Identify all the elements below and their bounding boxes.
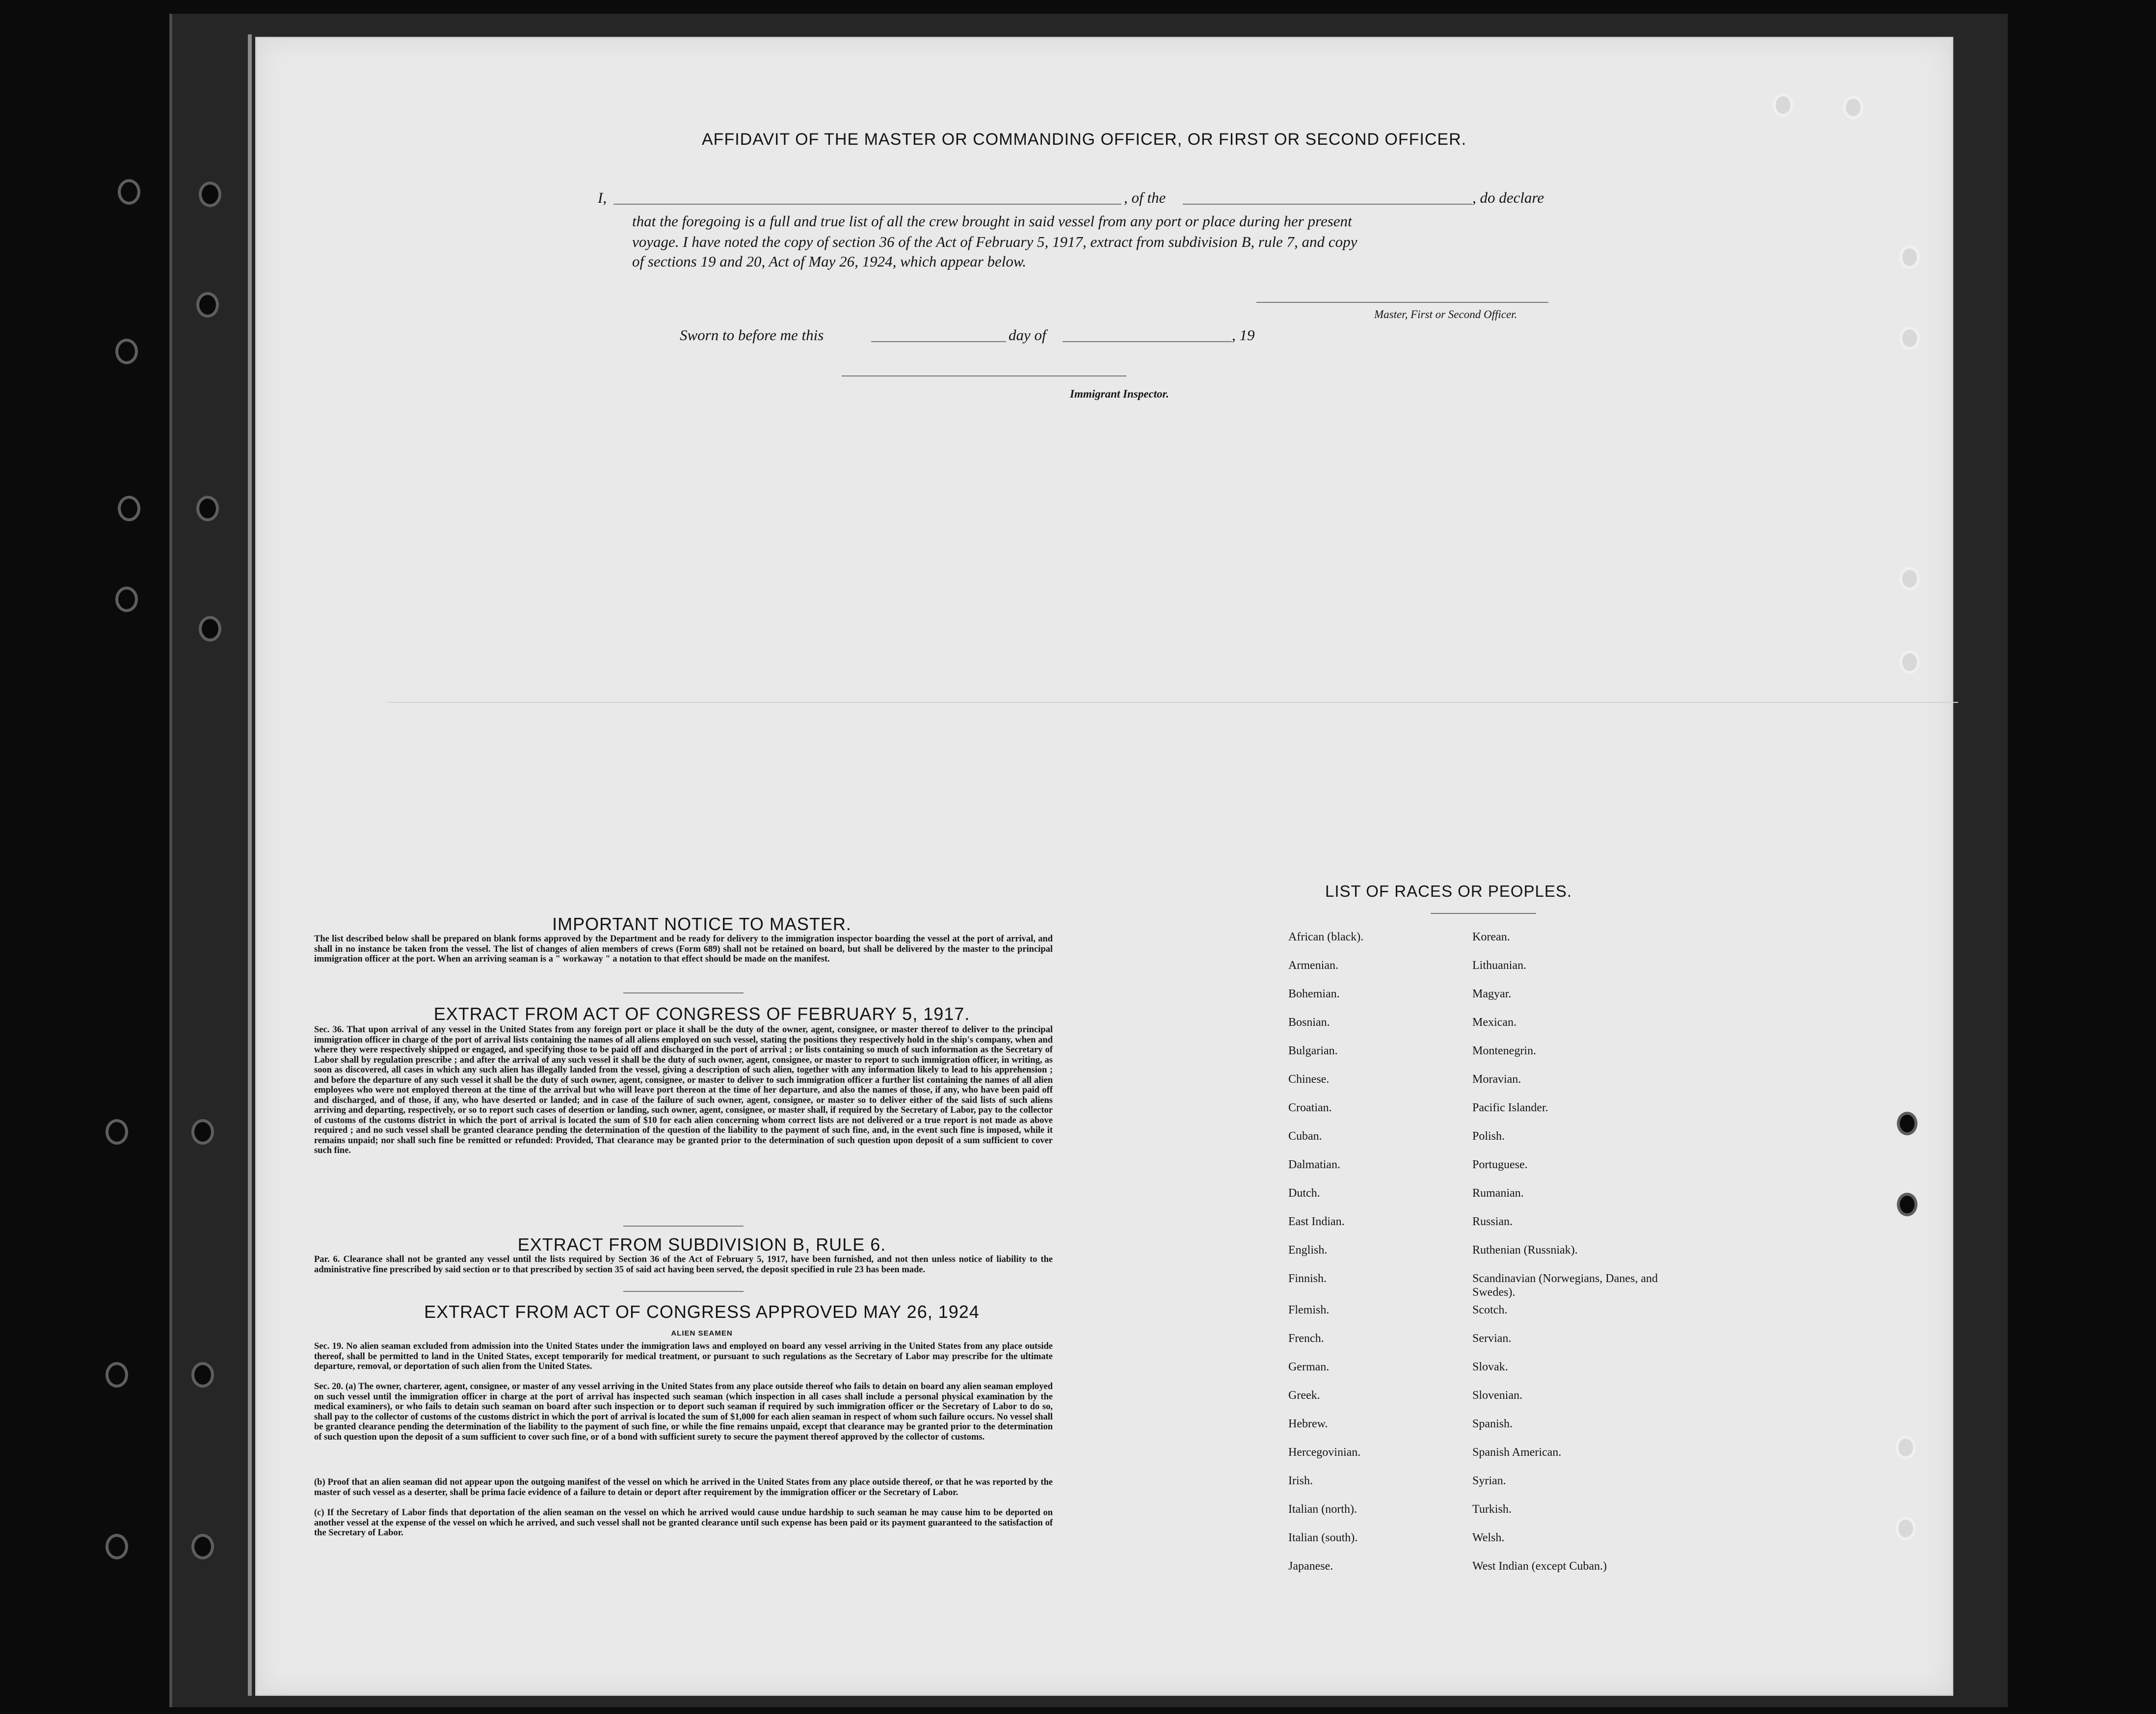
race-item: Ruthenian (Russniak). xyxy=(1472,1244,1578,1257)
race-item: Servian. xyxy=(1472,1332,1512,1345)
master-name-line[interactable] xyxy=(613,204,1121,205)
race-item: Montenegrin. xyxy=(1472,1044,1536,1057)
binder-hole-icon xyxy=(199,182,221,207)
rule-divider xyxy=(623,1226,744,1227)
inspector-signature-line[interactable] xyxy=(842,375,1126,376)
binder-hole-icon xyxy=(191,1534,214,1559)
binder-hole-icon xyxy=(106,1534,128,1559)
affidavit-text-line-1: that the foregoing is a full and true list of all the crew brought in said vessel from any port or place during her present xyxy=(632,213,1352,230)
race-item: Mexican. xyxy=(1472,1016,1517,1029)
vessel-name-line[interactable] xyxy=(1183,204,1472,205)
race-item: Portuguese. xyxy=(1472,1158,1528,1171)
affidavit-title: AFFIDAVIT OF THE MASTER OR COMMANDING OFFICER, OR FIRST OR SECOND OFFICER. xyxy=(702,130,1467,149)
notice-title: IMPORTANT NOTICE TO MASTER. xyxy=(552,914,852,934)
race-item: Irish. xyxy=(1288,1474,1313,1487)
race-item: Slovenian. xyxy=(1472,1389,1522,1402)
sheet-hole-icon xyxy=(1899,245,1920,269)
sheet-punched-hole-icon xyxy=(1897,1112,1917,1135)
rule-divider xyxy=(623,1291,744,1292)
sheet-hole-icon xyxy=(1899,567,1920,590)
extract-1924-sec20a: Sec. 20. (a) The owner, charterer, agent, consignee, or master of any vessel arriving in the United States from any place outside thereof who fails to detain on board any alien seaman employed on such vessel until the immigration officer in charge at the port of arrival has inspected such seaman (which inspection in all cases shall include a personal physical examination by the medical examiners), or who fails to detain such seaman on board after such inspection or to deport such seaman if required by such immigration officer or the Secretary of Labor to do so, shall pay to the collector of customs of the customs district in which the port of arrival is located the sum of $1,000 for each alien seaman in respect of whom such failure occurs. No vessel shall be granted clearance pending the determination of the liability to the payment of such fine, or while the fine remains unpaid, except that clearance may be granted prior to the determination of such question upon the deposit of a sum sufficient to cover such fine, or of a bond with sufficient surety to secure the payment thereof approved by the collector of customs. xyxy=(314,1382,1053,1442)
alien-seamen-subtitle: ALIEN SEAMEN xyxy=(671,1329,733,1338)
races-title: LIST OF RACES OR PEOPLES. xyxy=(1325,882,1572,900)
affidavit-text-line-3: of sections 19 and 20, Act of May 26, 1924, which appear below. xyxy=(632,253,1027,270)
sheet-edge xyxy=(248,34,252,1696)
race-item: East Indian. xyxy=(1288,1215,1345,1228)
sworn-month-line[interactable] xyxy=(1063,341,1232,342)
notice-text: The list described below shall be prepared on blank forms approved by the Department and be ready for delivery to the immigration inspector boarding the vessel at the port of arrival, and shall in no instance be taken from the vessel. The list of changes of alien members of crews (Form 689) shall not be retained on board, but shall be delivered by the master to the principal immigration officer at the port. When an arriving seaman is a " workaway " a notation to that effect should be made on the manifest. xyxy=(314,934,1053,964)
sheet-hole-icon xyxy=(1843,96,1863,119)
binder-hole-icon xyxy=(106,1362,128,1388)
race-item: Dutch. xyxy=(1288,1187,1320,1200)
extract-1917-title: EXTRACT FROM ACT OF CONGRESS OF FEBRUARY 5, 1917. xyxy=(433,1004,970,1024)
race-item: French. xyxy=(1288,1332,1324,1345)
race-item: Japanese. xyxy=(1288,1560,1333,1573)
race-item: Bosnian. xyxy=(1288,1016,1330,1029)
race-item: Chinese. xyxy=(1288,1073,1330,1086)
race-item: Rumanian. xyxy=(1472,1187,1524,1200)
binder-hole-icon xyxy=(196,496,219,521)
binder-hole-icon xyxy=(191,1119,214,1145)
race-item: Hebrew. xyxy=(1288,1418,1328,1430)
race-item: Korean. xyxy=(1472,931,1510,943)
extract-rule6-title: EXTRACT FROM SUBDIVISION B, RULE 6. xyxy=(517,1234,886,1255)
extract-1924-sec20c: (c) If the Secretary of Labor finds that deportation of the alien seaman on the vessel on which he arrived would cause undue hardship to such seaman he may cause him to be deported on another vessel at the expense of the vessel on which he arrived, and such vessel shall not be granted clearance until such expense has been paid or its payment guaranteed to the satisfaction of the Secretary of Labor. xyxy=(314,1508,1053,1538)
race-item: Armenian. xyxy=(1288,959,1338,972)
sheet-hole-icon xyxy=(1895,1436,1916,1459)
race-item: Slovak. xyxy=(1472,1361,1508,1373)
sheet-hole-icon xyxy=(1899,650,1920,674)
race-item: Italian (south). xyxy=(1288,1531,1358,1544)
race-item: Bohemian. xyxy=(1288,988,1340,1000)
binder-hole-icon xyxy=(115,339,138,364)
section-divider xyxy=(388,702,1958,703)
affidavit-i-label: I, xyxy=(598,189,607,206)
binder-hole-icon xyxy=(191,1362,214,1388)
master-signature-line[interactable] xyxy=(1256,302,1548,303)
race-item: African (black). xyxy=(1288,931,1364,943)
race-item: Syrian. xyxy=(1472,1474,1506,1487)
extract-1917-text: Sec. 36. That upon arrival of any vessel in the United States from any foreign port or place it shall be the duty of the owner, agent, consignee, or master thereof to deliver to the principal immigration officer in charge of the port of arrival lists containing the names of all aliens employed on such vessel, stating the positions they respectively hold in the ship's company, when and where they were respectively shipped or engaged, and specifying those to be paid off and discharged in the port of arrival ; or lists containing so much of such information as the Secretary of Labor shall by regulation prescribe ; and after the arrival of any such vessel it shall be the duty of such owner, agent, consignee, or master to report to such immigration officer, in writing, as soon as discovered, all cases in which any such alien has illegally landed from the vessel, giving a description of such alien, together with any information likely to lead to his apprehension ; and before the departure of any such vessel it shall be the duty of such owner, agent, consignee, or master to deliver to such immigration officer a further list containing the names of all alien employees who were not employed thereon at the time of the arrival but who will leave port thereon at the time of her departure, and also the names of those, if any, who have been paid off and discharged, and of those, if any, who have deserted or landed; and in case of the failure of such owner, agent, consignee, or master so to deliver either of the said lists of such aliens arriving and departing, respectively, or so to report such cases of desertion or landing, such owner, agent, consignee, or master shall, if required by the Secretary of Labor, pay to the collector of customs of the customs district in which the port of arrival is located the sum of $10 for each alien concerning whom correct lists are not delivered or a true report is not made as above required ; and no such vessel shall be granted clearance pending the determination of the question of the liability to the payment of such fine, and, in the event such fine is imposed, while it remains unpaid; nor shall such fine be remitted or refunded: Provided, That clearance may be granted prior to the determination of such question upon deposit of a sum sufficient to cover such fine. xyxy=(314,1025,1053,1155)
binder-hole-icon xyxy=(106,1119,128,1145)
race-item: Welsh. xyxy=(1472,1531,1505,1544)
sheet-punched-hole-icon xyxy=(1897,1193,1917,1216)
race-item: Spanish. xyxy=(1472,1418,1513,1430)
binder-hole-icon xyxy=(115,587,138,612)
race-item: Pacific Islander. xyxy=(1472,1101,1548,1114)
sworn-label: Sworn to before me this xyxy=(680,326,824,344)
race-item: Cuban. xyxy=(1288,1130,1322,1143)
sheet-hole-icon xyxy=(1773,93,1793,117)
race-item: Croatian. xyxy=(1288,1101,1332,1114)
extract-rule6-text: Par. 6. Clearance shall not be granted any vessel until the lists required by Section 36 of the Act of February 5, 1917, have been furnished, and not then unless notice of liability to the administrative fine prescribed by said section or to that prescribed by section 35 of said act having been served, the deposit specified in rule 23 has been made. xyxy=(314,1255,1053,1275)
extract-1924-sec19: Sec. 19. No alien seaman excluded from admission into the United States under the immigration laws and employed on board any vessel arriving in the United States from any place outside thereof, shall be permitted to land in the United States, except temporarily for medical treatment, or pursuant to such regulations as the Secretary of Labor may prescribe for the ultimate departure, removal, or deportation of such alien from the United States. xyxy=(314,1341,1053,1371)
race-item: Hercegovinian. xyxy=(1288,1446,1361,1459)
binder-hole-icon xyxy=(196,292,219,318)
sworn-day-line[interactable] xyxy=(871,341,1006,342)
race-item: Magyar. xyxy=(1472,988,1512,1000)
race-item: Bulgarian. xyxy=(1288,1044,1338,1057)
race-item: Scandinavian (Norwegians, Danes, and Swedes). xyxy=(1472,1272,1658,1299)
race-item: Dalmatian. xyxy=(1288,1158,1340,1171)
binder-hole-icon xyxy=(199,616,221,642)
race-item: Russian. xyxy=(1472,1215,1513,1228)
races-left-column xyxy=(1288,930,1480,1588)
affidavit-text-line-2: voyage. I have noted the copy of section 36 of the Act of February 5, 1917, extract from subdivision B, rule 7, and copy xyxy=(632,233,1357,250)
affidavit-declare-label: , do declare xyxy=(1472,189,1544,206)
races-right-column xyxy=(1472,930,1688,1588)
race-item: Spanish American. xyxy=(1472,1446,1562,1459)
race-item: English. xyxy=(1288,1244,1328,1257)
sheet-hole-icon xyxy=(1899,326,1920,350)
race-item: Finnish. xyxy=(1288,1272,1327,1285)
affidavit-of-the-label: , of the xyxy=(1124,189,1166,206)
race-item: Polish. xyxy=(1472,1130,1505,1143)
rule-divider xyxy=(623,992,744,993)
extract-1924-title: EXTRACT FROM ACT OF CONGRESS APPROVED MAY 26, 1924 xyxy=(424,1302,980,1322)
binder-hole-icon xyxy=(118,179,140,205)
inspector-label: Immigrant Inspector. xyxy=(1070,388,1169,400)
binder-hole-icon xyxy=(118,496,140,521)
rule-divider xyxy=(1431,913,1536,914)
race-item: Lithuanian. xyxy=(1472,959,1526,972)
race-item: Scotch. xyxy=(1472,1304,1508,1316)
race-item: Turkish. xyxy=(1472,1503,1512,1516)
race-item: West Indian (except Cuban.) xyxy=(1472,1560,1607,1573)
race-item: Flemish. xyxy=(1288,1304,1330,1316)
race-item: German. xyxy=(1288,1361,1330,1373)
master-signature-label: Master, First or Second Officer. xyxy=(1374,308,1517,321)
race-item: Greek. xyxy=(1288,1389,1320,1402)
race-item: Italian (north). xyxy=(1288,1503,1357,1516)
year-label: , 19 xyxy=(1232,326,1255,344)
extract-1924-sec20b: (b) Proof that an alien seaman did not appear upon the outgoing manifest of the vessel on which he arrived in the United States from any place outside thereof, or that he was reported by the master of such vessel as a deserter, shall be prima facie evidence of a failure to detain or deport after requirement by the immigration officer or the Secretary of Labor. xyxy=(314,1477,1053,1498)
day-of-label: day of xyxy=(1009,326,1046,344)
race-item: Moravian. xyxy=(1472,1073,1521,1086)
sheet-hole-icon xyxy=(1895,1517,1916,1540)
form-sheet xyxy=(255,37,1953,1696)
